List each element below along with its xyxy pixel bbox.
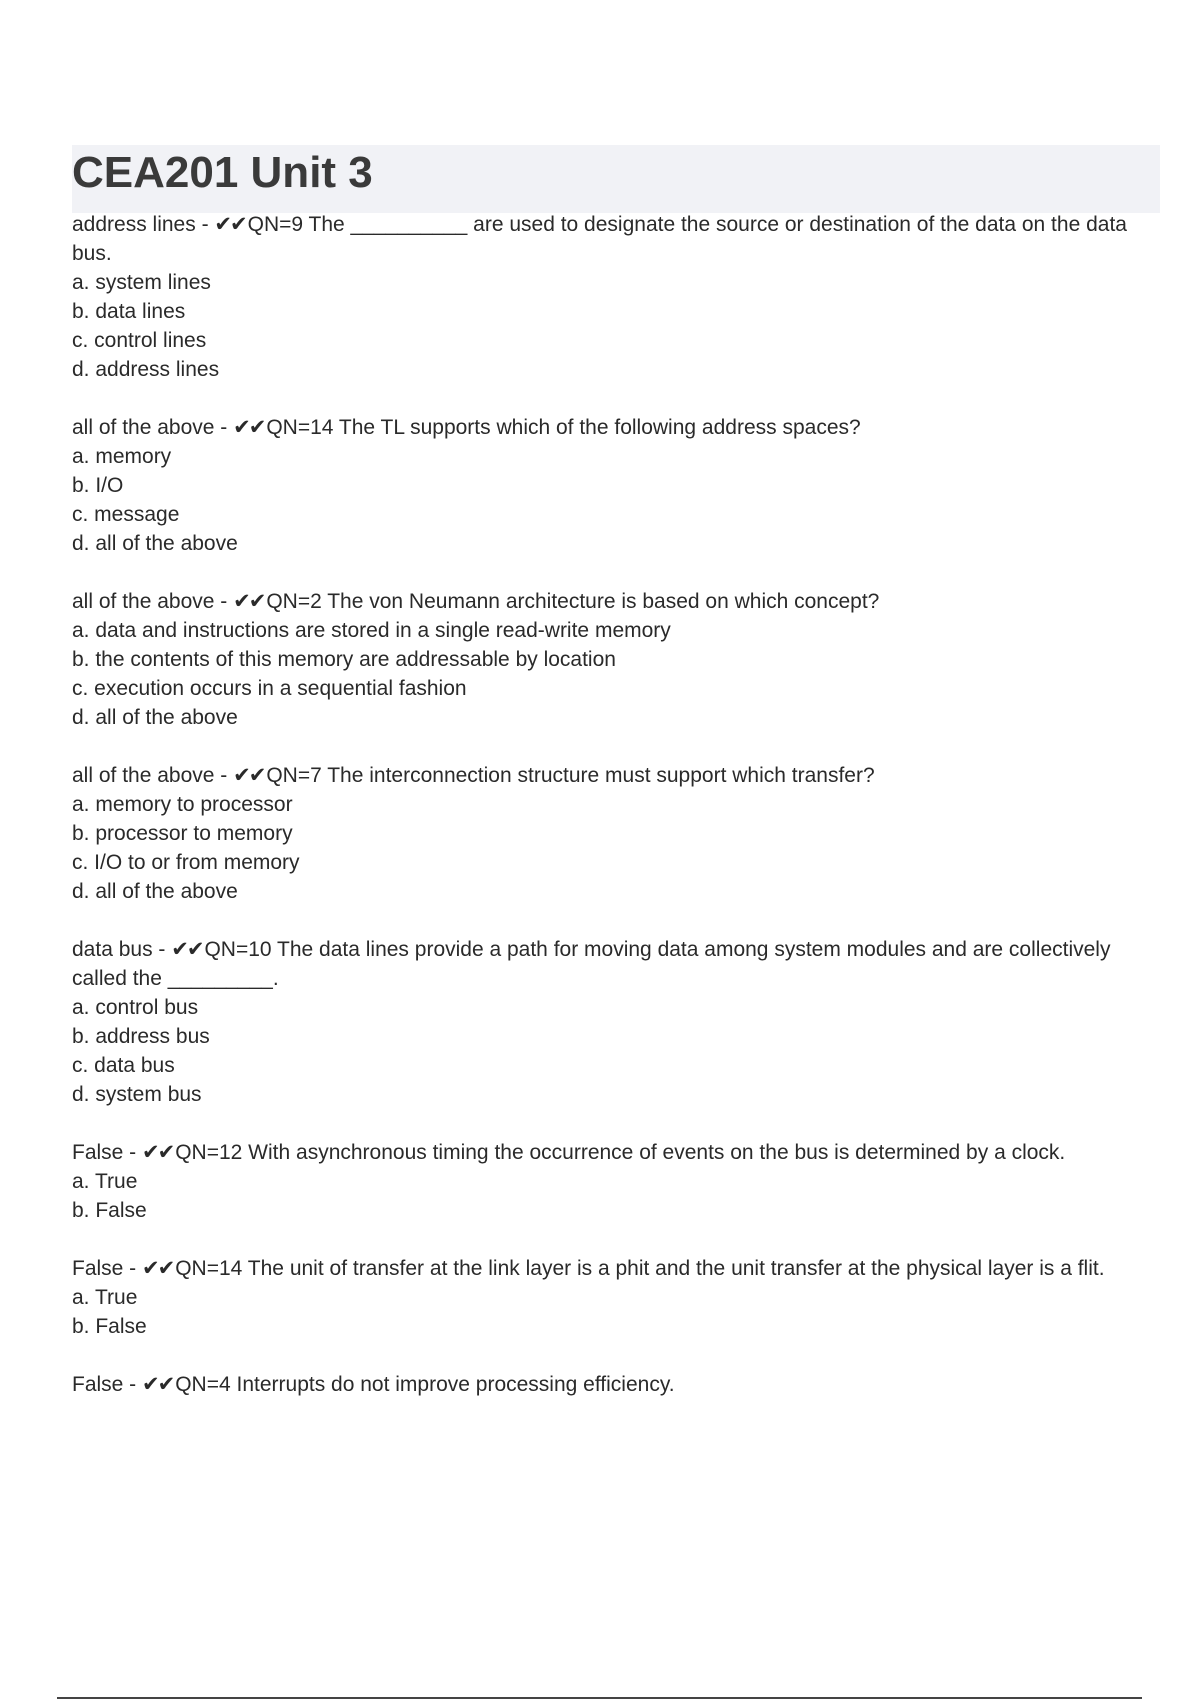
option: c. control lines	[72, 329, 207, 352]
question-block	[72, 413, 1162, 558]
option: b. data lines	[72, 300, 186, 323]
check-icon: ✔✔	[233, 416, 265, 439]
check-icon: ✔✔	[171, 938, 203, 961]
answer-text: False -	[72, 1373, 143, 1396]
question-block	[72, 1254, 1162, 1341]
option: b. processor to memory	[72, 822, 293, 845]
prompt-text: QN=10 The data lines provide a path for moving data among system modules and are collectively called the _________.	[72, 938, 1111, 990]
question-list	[72, 210, 1162, 1428]
prompt-text: QN=9 The __________ are used to designate the source or destination of the data on the data bus.	[72, 213, 1127, 265]
question-block	[72, 587, 1162, 732]
prompt-text: QN=4 Interrupts do not improve processing efficiency.	[175, 1373, 675, 1396]
check-icon: ✔✔	[142, 1257, 174, 1280]
check-icon: ✔✔	[214, 213, 246, 236]
question-block	[72, 210, 1162, 384]
option: c. execution occurs in a sequential fashion	[72, 677, 467, 700]
question-text	[72, 587, 1162, 616]
option: a. memory	[72, 445, 172, 468]
question-text	[72, 210, 1162, 268]
option: a. True	[72, 1170, 138, 1193]
prompt-text: QN=14 The TL supports which of the following address spaces?	[266, 416, 861, 439]
option: d. system bus	[72, 1083, 202, 1106]
check-icon: ✔✔	[142, 1373, 174, 1396]
answer-text: address lines -	[72, 213, 215, 236]
check-icon: ✔✔	[142, 1141, 174, 1164]
check-icon: ✔✔	[233, 764, 265, 787]
option: a. data and instructions are stored in a single read-write memory	[72, 619, 671, 642]
prompt-text: QN=14 The unit of transfer at the link layer is a phit and the unit transfer at the physical layer is a flit.	[175, 1257, 1105, 1280]
question-text	[72, 413, 1162, 442]
answer-text: all of the above -	[72, 764, 234, 787]
page-title: CEA201 Unit 3	[72, 148, 373, 197]
question-block	[72, 761, 1162, 906]
option: d. all of the above	[72, 706, 238, 729]
option: b. False	[72, 1199, 147, 1222]
question-text	[72, 761, 1162, 790]
question-block	[72, 1138, 1162, 1225]
prompt-text: QN=2 The von Neumann architecture is based on which concept?	[266, 590, 880, 613]
question-text	[72, 1254, 1162, 1283]
option: c. data bus	[72, 1054, 175, 1077]
prompt-text: QN=7 The interconnection structure must support which transfer?	[266, 764, 875, 787]
answer-text: False -	[72, 1257, 143, 1280]
answer-text: all of the above -	[72, 416, 234, 439]
option: b. False	[72, 1315, 147, 1338]
question-block	[72, 935, 1162, 1109]
question-text	[72, 1138, 1162, 1167]
question-text	[72, 1370, 1162, 1399]
option: c. message	[72, 503, 180, 526]
option: d. all of the above	[72, 880, 238, 903]
option: a. system lines	[72, 271, 211, 294]
option: b. address bus	[72, 1025, 210, 1048]
option: a. memory to processor	[72, 793, 293, 816]
option: b. the contents of this memory are addressable by location	[72, 648, 616, 671]
option: b. I/O	[72, 474, 124, 497]
option: a. control bus	[72, 996, 199, 1019]
question-text	[72, 935, 1162, 993]
answer-text: all of the above -	[72, 590, 234, 613]
footer-rule	[57, 1697, 1142, 1699]
check-icon: ✔✔	[233, 590, 265, 613]
question-block	[72, 1370, 1162, 1399]
prompt-text: QN=12 With asynchronous timing the occurrence of events on the bus is determined by a clock.	[175, 1141, 1066, 1164]
answer-text: False -	[72, 1141, 143, 1164]
option: c. I/O to or from memory	[72, 851, 300, 874]
option: d. all of the above	[72, 532, 238, 555]
option: a. True	[72, 1286, 138, 1309]
option: d. address lines	[72, 358, 220, 381]
answer-text: data bus -	[72, 938, 172, 961]
